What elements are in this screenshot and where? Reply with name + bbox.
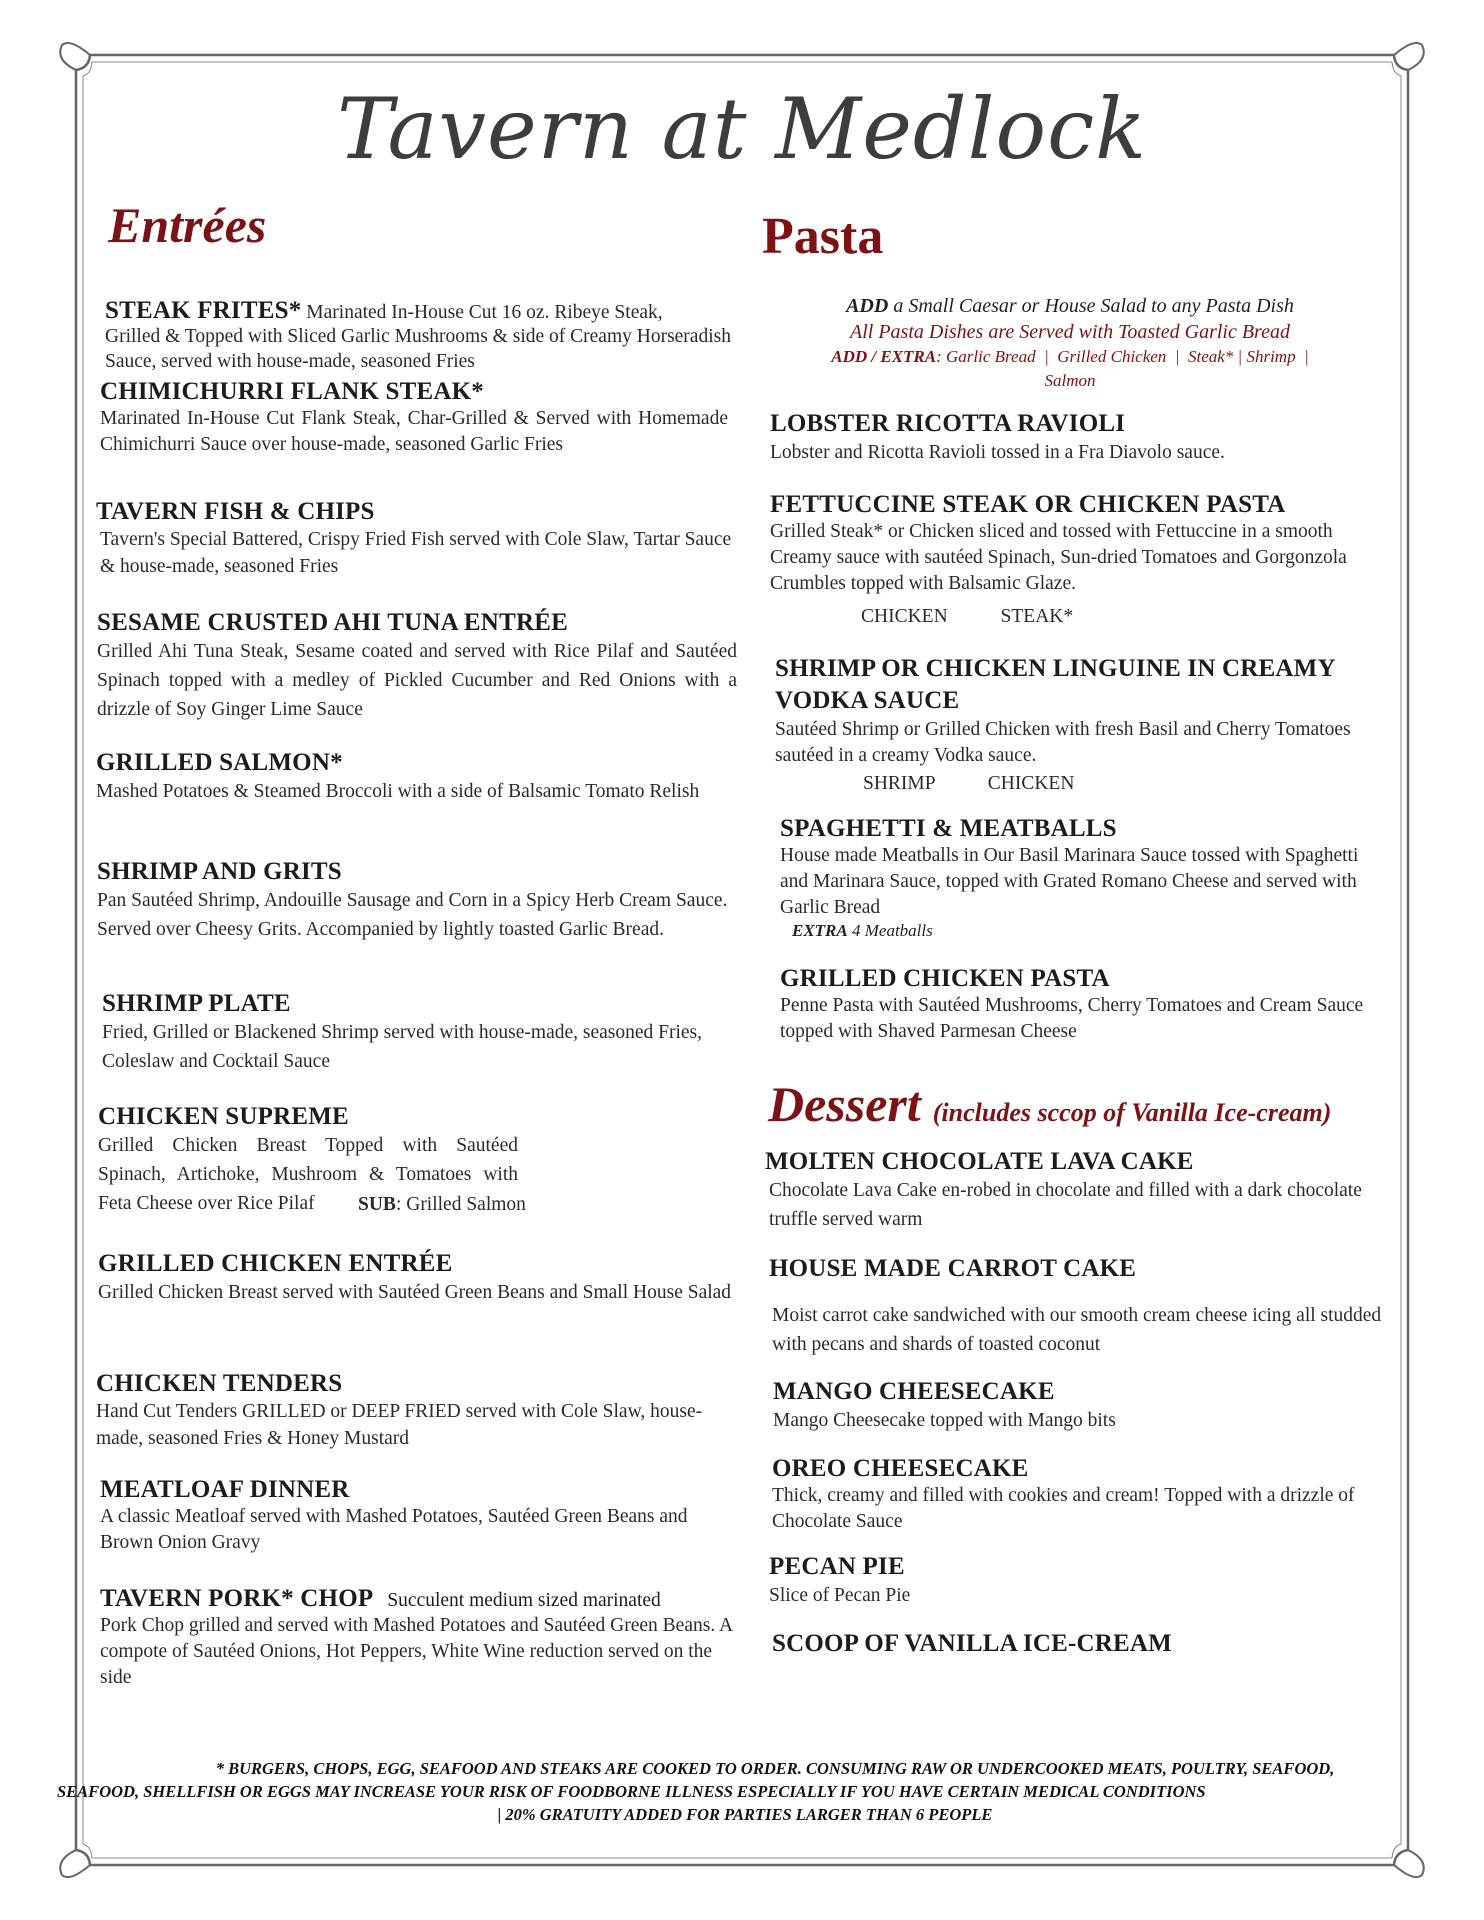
menu-item-tavern-fish-chips [96,498,736,580]
menu-item-tavern-pork-chop [100,1585,740,1691]
footer-disclaimer [55,1757,1435,1826]
menu-item-carrot-cake [769,1255,1389,1359]
menu-item-fettuccine-steak-chicken [770,491,1390,628]
item-name: SHRIMP OR CHICKEN LINGUINE IN CREAMY VODKA SAUCE [775,655,1335,714]
menu-item-chicken-supreme [98,1103,718,1218]
item-desc: Mashed Potatoes & Steamed Broccoli with a side of Balsamic Tomato Relish [96,781,700,802]
item-desc: Fried, Grilled or Blackened Shrimp served with house-made, seasoned Fries, Coleslaw and Cocktail Sauce [102,1022,703,1072]
item-name: CHICKEN TENDERS [96,1370,343,1397]
extra-label: EXTRA [792,921,848,940]
dessert-title: Dessert [768,1076,921,1132]
item-desc: Grilled & Topped with Sliced Garlic Mushrooms & side of Creamy Horseradish Sauce, served with house-made, seasoned Fries [105,326,731,372]
item-desc: Thick, creamy and filled with cookies and cream! Topped with a drizzle of Chocolate Sauce [772,1485,1355,1532]
item-name: SCOOP OF VANILLA ICE-CREAM [772,1630,1172,1657]
item-name: SPAGHETTI & MEATBALLS [780,815,1117,842]
item-desc: Mango Cheesecake topped with Mango bits [773,1410,1116,1431]
item-name: GRILLED CHICKEN ENTRÉE [98,1250,453,1277]
item-desc: Chocolate Lava Cake en-robed in chocolate and filled with a dark chocolate truffle served warm [769,1180,1362,1230]
item-name: CHIMICHURRI FLANK STEAK* [100,378,484,405]
item-desc-inline: Succulent medium sized marinated [387,1590,661,1611]
menu-item-grilled-salmon [96,749,736,806]
item-desc: Sautéed Shrimp or Grilled Chicken with fresh Basil and Cherry Tomatoes sautéed in a creamy Vodka sauce. [775,719,1351,766]
option-shrimp: SHRIMP [863,773,935,794]
item-name: FETTUCCINE STEAK OR CHICKEN PASTA [770,491,1286,518]
item-desc: Grilled Steak* or Chicken sliced and tossed with Fettuccine in a smooth Creamy sauce with sautéed Spinach, Sun-dried Tomatoes and Gorgonzola Crumbles topped with Balsamic Glaze. [770,521,1347,594]
entrees-heading: Entrées [108,197,267,253]
restaurant-name: Tavern at Medlock [336,80,1148,178]
item-name: SHRIMP PLATE [102,990,291,1017]
item-desc: House made Meatballs in Our Basil Marinara Sauce tossed with Spaghetti and Marinara Sauce, topped with Grated Romano Cheese and served with Garlic Bread [780,845,1359,918]
add-extra-salmon: Salmon [1044,371,1096,390]
item-name: STEAK FRITES* [105,297,302,324]
item-desc: Hand Cut Tenders GRILLED or DEEP FRIED served with Cole Slaw, house-made, seasoned Fries & Honey Mustard [96,1401,703,1449]
menu-item-molten-lava-cake [765,1148,1385,1234]
option-chicken: CHICKEN [987,773,1075,794]
item-name: TAVERN FISH & CHIPS [96,498,375,525]
menu-item-grilled-chicken-entree [98,1250,738,1307]
footer-line-1: * BURGERS, CHOPS, EGG, SEAFOOD AND STEAKS ARE COOKED TO ORDER. CONSUMING RAW OR UNDERCOOKED MEATS, POULTRY, SEAFOOD, [215,1759,1335,1778]
pasta-notes [760,293,1380,393]
menu-item-mango-cheesecake [773,1378,1393,1435]
menu-item-meatloaf-dinner [100,1476,740,1556]
pasta-heading: Pasta [762,208,884,265]
menu-item-spaghetti-meatballs [780,815,1390,941]
item-desc: Marinated In-House Cut Flank Steak, Char-Grilled & Served with Homemade Chimichurri Sauce over house-made, seasoned Garlic Fries [100,408,728,455]
item-name: SESAME CRUSTED AHI TUNA ENTRÉE [97,609,568,636]
item-name: GRILLED SALMON* [96,749,343,776]
menu-item-pecan-pie [769,1553,1389,1610]
item-desc: Tavern's Special Battered, Crispy Fried Fish served with Cole Slaw, Tartar Sauce & house-made, seasoned Fries [100,529,732,577]
garlic-bread-note: All Pasta Dishes are Served with Toasted Garlic Bread [850,321,1290,343]
menu-item-shrimp-chicken-linguine [775,653,1375,795]
footer-line-3: | 20% GRATUITY ADDED FOR PARTIES LARGER THAN 6 PEOPLE [497,1805,993,1824]
item-desc: Grilled Ahi Tuna Steak, Sesame coated and served with Rice Pilaf and Sautéed Spinach topped with a medley of Pickled Cucumber and Red Onions with a drizzle of Soy Ginger Lime Sauce [97,641,737,720]
footer-line-2: SEAFOOD, SHELLFISH OR EGGS MAY INCREASE YOUR RISK OF FOODBORNE ILLNESS ESPECIALLY IF YOU HAVE CERTAIN MEDICAL CONDITIONS [57,1782,1206,1801]
item-desc-inline: Marinated In-House Cut 16 oz. Ribeye Steak, [306,302,663,323]
item-name: MOLTEN CHOCOLATE LAVA CAKE [765,1148,1194,1175]
item-name: CHICKEN SUPREME [98,1103,349,1130]
menu-item-vanilla-ice-cream [772,1630,1392,1658]
item-name: OREO CHEESECAKE [772,1455,1029,1482]
menu-item-steak-frites [105,297,745,374]
item-name: LOBSTER RICOTTA RAVIOLI [770,410,1126,437]
option-chicken: CHICKEN [861,606,948,627]
item-name: SHRIMP AND GRITS [97,858,342,885]
item-desc: Grilled Chicken Breast served with Sautéed Green Beans and Small House Salad [98,1282,732,1303]
item-name: TAVERN PORK* CHOP [100,1585,374,1612]
menu-item-chicken-tenders [96,1370,736,1452]
item-name: MEATLOAF DINNER [100,1476,350,1503]
sub-label: SUB [358,1194,396,1215]
menu-item-chimichurri-flank-steak [100,378,728,458]
item-name: GRILLED CHICKEN PASTA [780,965,1110,992]
item-name: PECAN PIE [769,1553,905,1580]
item-desc: Pork Chop grilled and served with Mashed Potatoes and Sautéed Green Beans. A compote of Sautéed Onions, Hot Peppers, White Wine reduction served on the side [100,1615,733,1688]
menu-item-shrimp-plate [102,990,742,1076]
extra-value: 4 Meatballs [847,921,933,940]
option-steak: STEAK* [1000,606,1074,627]
menu-item-grilled-chicken-pasta [780,965,1390,1045]
add-note: a Small Caesar or House Salad to any Pasta Dish [888,295,1294,317]
menu-item-oreo-cheesecake [772,1455,1392,1535]
item-desc: Moist carrot cake sandwiched with our smooth cream cheese icing all studded with pecans and shards of toasted coconut [772,1305,1382,1355]
add-extra-options: : Garlic Bread | Grilled Chicken | Steak* | Shrimp | [936,347,1309,366]
menu-item-lobster-ricotta-ravioli [770,410,1390,467]
item-desc: Lobster and Ricotta Ravioli tossed in a Fra Diavolo sauce. [770,442,1225,463]
dessert-heading [768,1075,1331,1133]
item-desc: Slice of Pecan Pie [769,1585,911,1606]
sub-value: : Grilled Salmon [395,1194,526,1215]
item-desc: Penne Pasta with Sautéed Mushrooms, Cherry Tomatoes and Cream Sauce topped with Shaved Parmesan Cheese [780,995,1364,1042]
menu-item-sesame-ahi-tuna [97,609,737,724]
dessert-subtitle: (includes sccop of Vanilla Ice-cream) [932,1098,1332,1127]
item-desc: Grilled Chicken Breast Topped with Sautéed Spinach, Artichoke, Mushroom & Tomatoes with Feta Cheese over Rice Pilaf [98,1135,518,1214]
item-desc: Pan Sautéed Shrimp, Andouille Sausage and Corn in a Spicy Herb Cream Sauce. Served over Cheesy Grits. Accompanied by lightly toasted Garlic Bread. [97,890,728,940]
add-label: ADD [846,295,889,317]
item-name: MANGO CHEESECAKE [773,1378,1055,1405]
item-name: HOUSE MADE CARROT CAKE [769,1255,1137,1282]
add-extra-label: ADD / EXTRA [831,347,937,366]
item-desc: A classic Meatloaf served with Mashed Potatoes, Sautéed Green Beans and Brown Onion Gravy [100,1506,688,1553]
menu-item-shrimp-and-grits [97,858,737,944]
